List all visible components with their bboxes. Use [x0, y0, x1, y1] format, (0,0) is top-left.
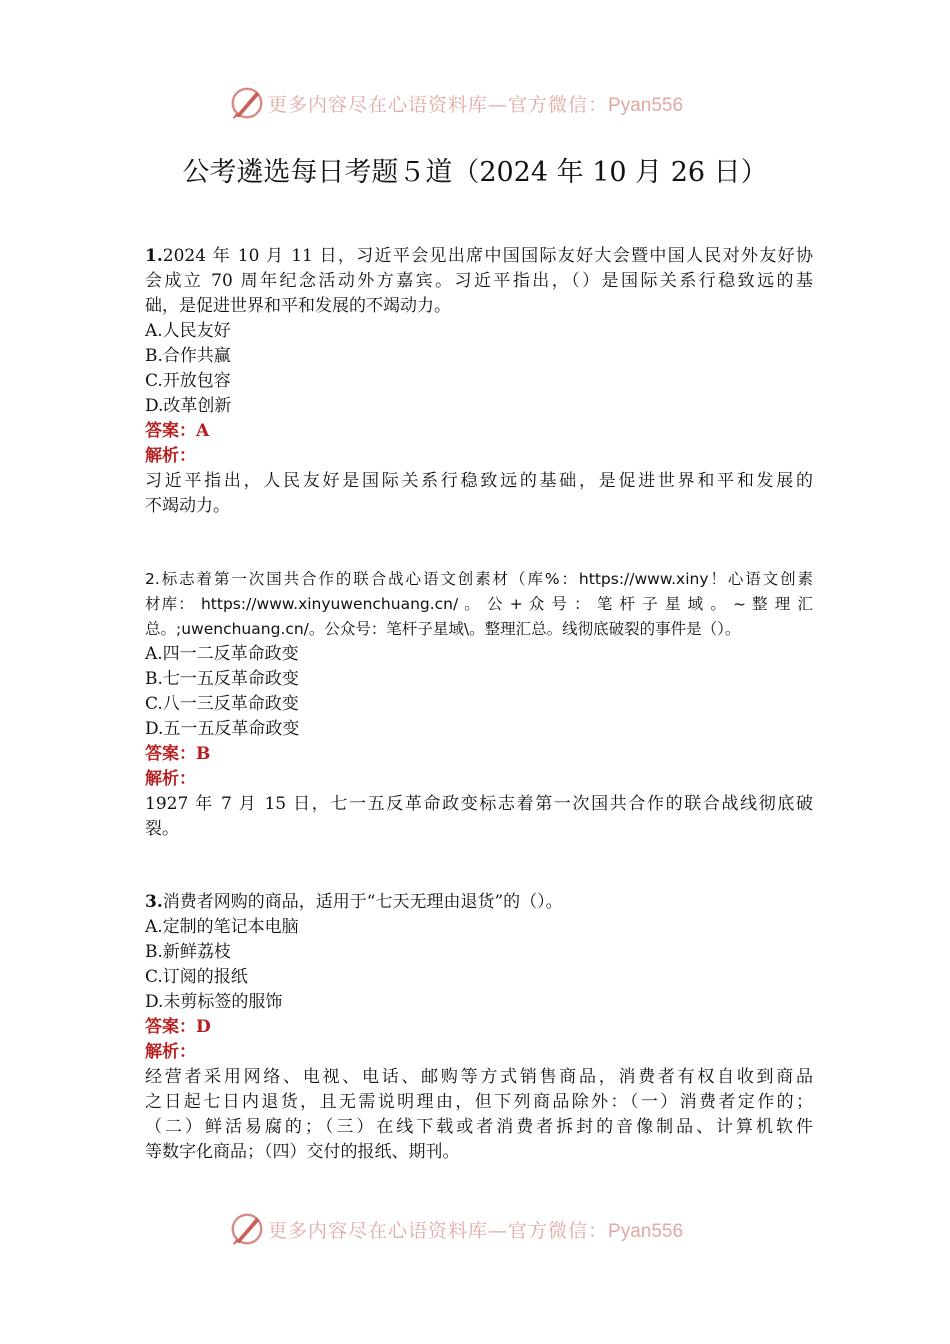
- question-stem-line: 会成立 70 周年纪念活动外方嘉宾。习近平指出，（）是国际关系行稳致远的基: [145, 271, 813, 291]
- watermark-banner-bottom: [0, 1206, 950, 1256]
- answer-label: 答案：D: [145, 1017, 211, 1037]
- option-b: B.七一五反革命政变: [145, 669, 299, 689]
- analysis-line: 裂。: [145, 819, 179, 839]
- option-c: C.开放包容: [145, 371, 231, 391]
- question-stem-line: 3.消费者网购的商品，适用于“七天无理由退货”的（）。: [145, 892, 563, 912]
- option-b: B.新鲜荔枝: [145, 942, 231, 962]
- option-b: B.合作共赢: [145, 346, 231, 366]
- answer-label: 答案：B: [145, 744, 211, 764]
- watermark-text: 更多内容尽在心语资料库—官方微信：Pyan556: [268, 93, 684, 116]
- quill-logo-icon: [228, 84, 266, 122]
- option-d: D.未剪标签的服饰: [145, 992, 283, 1012]
- option-c: C.八一三反革命政变: [145, 694, 299, 714]
- analysis-line: （二）鲜活易腐的；（三）在线下载或者消费者拆封的音像制品、计算机软件: [145, 1117, 813, 1137]
- option-d: D.改革创新: [145, 396, 232, 416]
- question-3: [145, 890, 813, 1165]
- question-stem-line: 总。;uwenchuang.cn/。公众号：笔杆子星域\。整理汇总。线彻底破裂的事件是（）。: [145, 620, 741, 638]
- analysis-label: 解析：: [145, 1042, 196, 1062]
- analysis-line: 之日起七日内退货，且无需说明理由，但下列商品除外：（一）消费者定作的；: [145, 1092, 813, 1112]
- watermark-text: 更多内容尽在心语资料库—官方微信：Pyan556: [268, 1219, 684, 1242]
- question-stem-line: 材库： https://www.xinyuwenchuang.cn/ 。 公 + 众 号 ： 笔 杆 子 星 域 。 ~ 整 理 汇: [145, 595, 813, 613]
- question-2: [145, 567, 813, 842]
- analysis-line: 经营者采用网络、电视、电话、邮购等方式销售商品，消费者有权自收到商品: [145, 1067, 813, 1087]
- analysis-line: 等数字化商品；（四）交付的报纸、期刊。: [145, 1142, 460, 1162]
- page-title: 公考遴选每日考题５道（2024 年 10 月 26 日）: [182, 157, 768, 188]
- analysis-line: 习近平指出，人民友好是国际关系行稳致远的基础，是促进世界和平和发展的: [145, 471, 813, 491]
- question-stem-line: 2.标志着第一次国共合作的联合战心语文创素材（库%：https://www.xiny！心语文创素: [145, 570, 813, 588]
- option-c: C.订阅的报纸: [145, 967, 248, 987]
- question-stem-line: 础，是促进世界和平和发展的不竭动力。: [145, 296, 451, 316]
- question-1: [145, 244, 813, 519]
- analysis-label: 解析：: [145, 446, 196, 466]
- analysis-line: 不竭动力。: [145, 496, 230, 516]
- question-stem-line: 1.2024 年 10 月 11 日，习近平会见出席中国国际友好大会暨中国人民对外友好协: [145, 246, 813, 266]
- watermark-banner-top: [0, 80, 950, 130]
- quill-logo-icon: [228, 1210, 266, 1248]
- answer-label: 答案：A: [145, 421, 210, 441]
- option-a: A.定制的笔记本电脑: [145, 917, 299, 937]
- analysis-line: 1927 年 7 月 15 日，七一五反革命政变标志着第一次国共合作的联合战线彻底破: [145, 794, 813, 814]
- option-a: A.四一二反革命政变: [145, 644, 299, 664]
- analysis-label: 解析：: [145, 769, 196, 789]
- option-d: D.五一五反革命政变: [145, 719, 300, 739]
- option-a: A.人民友好: [145, 321, 231, 341]
